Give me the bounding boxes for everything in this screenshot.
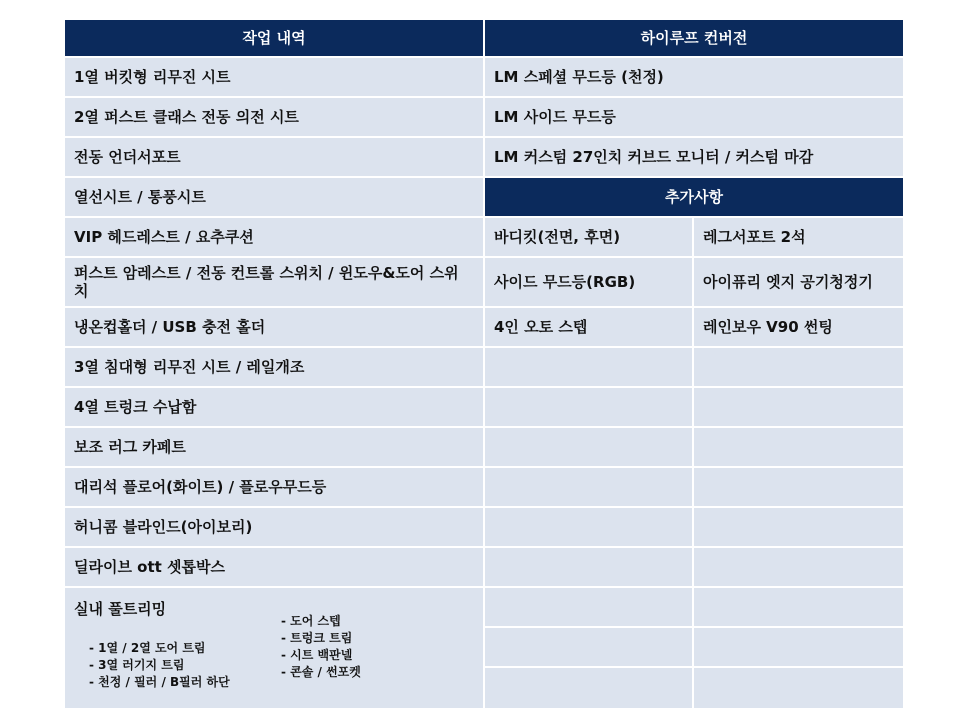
extra-item: 4인 오토 스텝 <box>485 308 692 346</box>
empty-cell <box>694 428 903 466</box>
work-history-header: 작업 내역 <box>65 20 483 56</box>
trimming-detail: - 트렁크 트림 <box>281 631 353 645</box>
empty-cell <box>694 668 903 708</box>
work-item: 4열 트렁크 수납함 <box>65 388 483 426</box>
work-item: 냉온컵홀더 / USB 충전 홀더 <box>65 308 483 346</box>
extra-item: 바디킷(전면, 후면) <box>485 218 692 256</box>
work-item: 2열 퍼스트 클래스 전동 의전 시트 <box>65 98 483 136</box>
work-item: 대리석 플로어(화이트) / 플로우무드등 <box>65 468 483 506</box>
options-table <box>65 20 903 708</box>
work-item: 보조 러그 카페트 <box>65 428 483 466</box>
empty-cell <box>694 468 903 506</box>
work-item: 3열 침대형 리무진 시트 / 레일개조 <box>65 348 483 386</box>
trimming-detail: - 3열 러기지 트림 <box>89 658 185 672</box>
trimming-list-left <box>89 640 230 691</box>
trimming-detail: - 시트 백판넬 <box>281 648 353 662</box>
empty-cell <box>485 628 692 666</box>
extra-item: 사이드 무드등(RGB) <box>485 258 692 306</box>
work-item: VIP 헤드레스트 / 요추쿠션 <box>65 218 483 256</box>
empty-cell <box>485 468 692 506</box>
empty-cell <box>485 388 692 426</box>
empty-cell <box>485 588 692 626</box>
hiroof-item: LM 스페셜 무드등 (천정) <box>485 58 903 96</box>
empty-cell <box>485 668 692 708</box>
work-item: 1열 버킷형 리무진 시트 <box>65 58 483 96</box>
work-item: 전동 언더서포트 <box>65 138 483 176</box>
empty-cell <box>485 428 692 466</box>
trimming-detail: - 콘솔 / 썬포켓 <box>281 665 361 679</box>
extras-header: 추가사항 <box>485 178 903 216</box>
empty-cell <box>694 588 903 626</box>
trimming-detail: - 천정 / 필러 / B필러 하단 <box>89 675 230 689</box>
extra-item: 레그서포트 2석 <box>694 218 903 256</box>
work-item: 열선시트 / 통풍시트 <box>65 178 483 216</box>
trimming-detail: - 1열 / 2열 도어 트림 <box>89 641 206 655</box>
hiroof-item: LM 사이드 무드등 <box>485 98 903 136</box>
trimming-list-right <box>281 613 361 681</box>
hiroof-item: LM 커스텀 27인치 커브드 모니터 / 커스텀 마감 <box>485 138 903 176</box>
empty-cell <box>694 548 903 586</box>
empty-cell <box>485 548 692 586</box>
empty-cell <box>694 508 903 546</box>
extra-item: 레인보우 V90 썬팅 <box>694 308 903 346</box>
empty-cell <box>694 628 903 666</box>
work-item: 허니콤 블라인드(아이보리) <box>65 508 483 546</box>
empty-cell <box>485 348 692 386</box>
extra-item: 아이퓨리 엣지 공기청정기 <box>694 258 903 306</box>
work-item: 퍼스트 암레스트 / 전동 컨트롤 스위치 / 윈도우&도어 스위치 <box>65 258 483 306</box>
trimming-detail: - 도어 스텝 <box>281 614 341 628</box>
work-item: 딜라이브 ott 셋톱박스 <box>65 548 483 586</box>
empty-cell <box>485 508 692 546</box>
empty-cell <box>694 348 903 386</box>
empty-cell <box>694 388 903 426</box>
hiroof-header: 하이루프 컨버전 <box>485 20 903 56</box>
trimming-title: 실내 풀트리밍 <box>74 600 167 618</box>
